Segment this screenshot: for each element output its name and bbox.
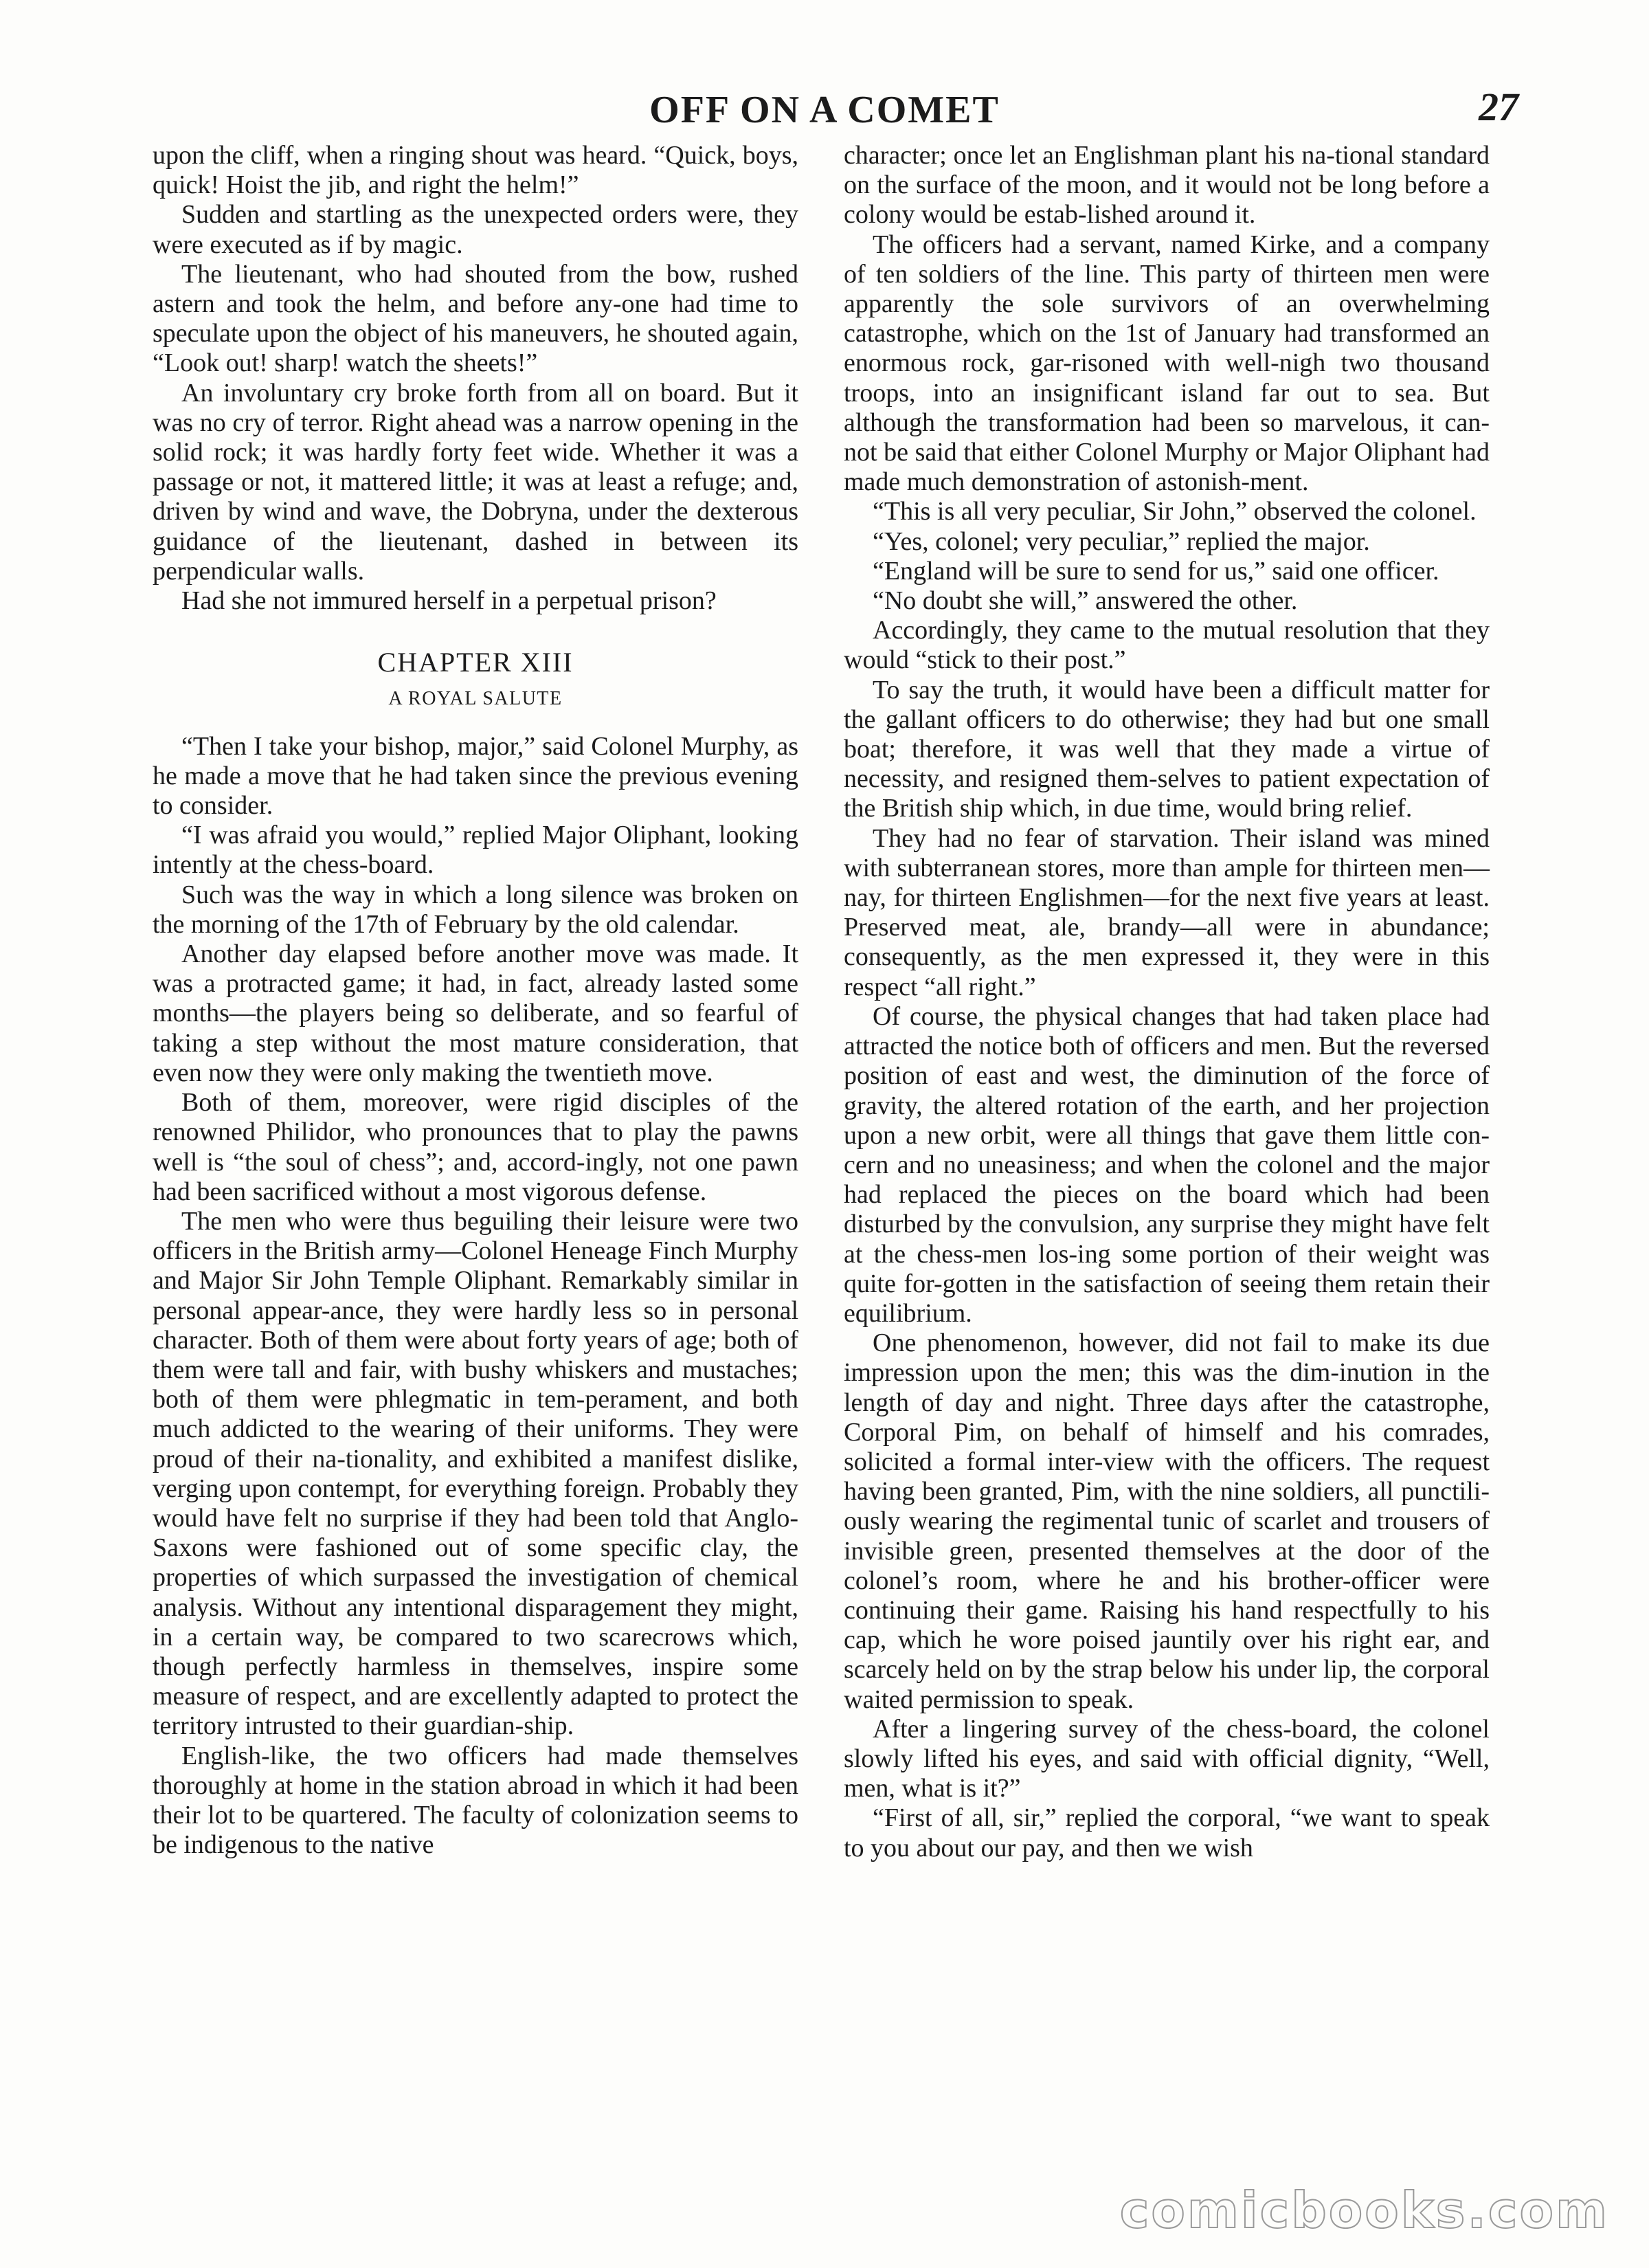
paragraph: Another day elapsed before another move was made. It was a protracted game; it had, in fact, already lasted some months—the players being so deliberate, and so fearful of taking a step without the most mature consideration, that even now they were only making the twentieth move. — [153, 940, 798, 1087]
paragraph: One phenomenon, however, did not fail to make its due impression upon the men; this was the dim-inution in the length of day and night. Three days after the catastrophe, Corporal Pim, on behalf of himself and his comrades, solicited a formal inter-view with the officers. The request having been granted, Pim, with the nine soldiers, all punctili-ously wearing the regimental tunic of scarlet and trousers of invisible green, presented themselves at the door of the colonel’s room, where he and his brother-officer were continuing their game. Raising his hand respectfully to his cap, which he wore poised jauntily over his right ear, and scarcely held on by the strap below his under lip, the corporal waited permission to speak. — [844, 1328, 1490, 1714]
paragraph: “This is all very peculiar, Sir John,” observed the colonel. — [873, 497, 1477, 526]
paragraph: Sudden and startling as the unexpected orders were, they were executed as if by magic. — [153, 200, 798, 259]
paragraph: Both of them, moreover, were rigid disciples of the renowned Philidor, who pronounces that to play the pawns well is “the soul of chess”; and, accord-ingly, not one pawn had been sacrificed without a most vigorous defense. — [153, 1088, 798, 1206]
paragraph: An involuntary cry broke forth from all on board. But it was no cry of terror. Right ahead was a narrow opening in the solid rock; it was hardly forty feet wide. Whether it was a passage or not, it mattered little; it was at least a refuge; and, driven by wind and wave, the Dobryna, under the dexterous guidance of the lieutenant, dashed in between its perpendicular walls. — [153, 378, 798, 586]
paragraph: English-like, the two officers had made themselves thoroughly at home in the station abroad in which it had been their lot to be quartered. The faculty of colonization seems to be indigenous to the native — [153, 1741, 798, 1860]
paragraph: To say the truth, it would have been a difficult matter for the gallant officers to do otherwise; they had but one small boat; therefore, it was well that they made a virtue of necessity, and resigned them-selves to patient expectation of the British ship which, in due time, would bring relief. — [844, 675, 1490, 823]
page-number: 27 — [1479, 85, 1518, 129]
chapter-title: CHAPTER XIII — [377, 647, 574, 678]
paragraph: Such was the way in which a long silence was broken on the morning of the 17th of February by the old calendar. — [153, 880, 798, 939]
paragraph: They had no fear of starvation. Their island was mined with subterranean stores, more than ample for thirteen men—nay, for thirteen Englishmen—for the next five years at least. Preserved meat, ale, brandy—all were in abundance; consequently, as the men expressed it, they were in this respect “all right.” — [844, 823, 1490, 1001]
paragraph: The men who were thus beguiling their leisure were two officers in the British army—Colonel Heneage Finch Murphy and Major Sir John Temple Oliphant. Remarkably similar in personal appear-ance, they were hardly less so in personal character. Both of them were about forty years of age; both of them were tall and fair, with bushy whiskers and mustaches; both of them were phlegmatic in tem-perament, and both much addicted to the wearing of their uniforms. They were proud of their na-tionality, and exhibited a manifest dislike, verging upon contempt, for everything foreign. Probably they would have felt no surprise if they had been told that Anglo-Saxons were fashioned out of some specific clay, the properties of which surpassed the investigation of chemical analysis. Without any intentional disparagement they might, in a certain way, be compared to two scarecrows which, though perfectly harmless in themselves, inspire some measure of respect, and are excellently adapted to protect the territory intrusted to their guardian-ship. — [153, 1206, 798, 1741]
paragraph: The officers had a servant, named Kirke, and a company of ten soldiers of the line. This party of thirteen men were apparently the sole survivors of an overwhelming catastrophe, which on the 1st of January had transformed an enormous rock, gar-risoned with well-nigh two thousand troops, into an insignificant island far out to sea. But although the transformation had been so marvelous, it can-not be said that either Colonel Murphy or Major Oliphant had made much demonstration of astonish-ment. — [844, 230, 1490, 497]
chapter-subtitle: A ROYAL SALUTE — [388, 688, 563, 710]
left-column — [153, 141, 798, 1860]
paragraph: character; once let an Englishman plant his na-tional standard on the surface of the moon, and it would not be long before a colony would be estab-lished around it. — [844, 141, 1490, 230]
running-title: OFF ON A COMET — [649, 89, 1000, 131]
paragraph: “Yes, colonel; very peculiar,” replied the major. — [873, 526, 1370, 556]
paragraph: “No doubt she will,” answered the other. — [873, 586, 1298, 616]
paragraph: After a lingering survey of the chess-board, the colonel slowly lifted his eyes, and said with official dignity, “Well, men, what is it?” — [844, 1714, 1490, 1803]
paragraph: “England will be sure to send for us,” said one officer. — [873, 556, 1439, 586]
paragraph: Accordingly, they came to the mutual resolution that they would “stick to their post.” — [844, 616, 1490, 675]
paragraph: “First of all, sir,” replied the corporal, “we want to speak to you about our pay, and then we wish — [844, 1803, 1490, 1863]
paragraph: Had she not immured herself in a perpetual prison? — [181, 586, 717, 616]
paragraph: upon the cliff, when a ringing shout was heard. “Quick, boys, quick! Hoist the jib, and right the helm!” — [153, 141, 798, 200]
paragraph: “Then I take your bishop, major,” said Colonel Murphy, as he made a move that he had taken since the previous evening to consider. — [153, 731, 798, 821]
paragraph: The lieutenant, who had shouted from the bow, rushed astern and took the helm, and before any-one had time to speculate upon the object of his maneuvers, he shouted again, “Look out! sharp! watch the sheets!” — [153, 259, 798, 378]
right-column — [844, 141, 1490, 1863]
paragraph: Of course, the physical changes that had taken place had attracted the notice both of officers and men. But the reversed position of east and west, the diminution of the force of gravity, the altered rotation of the earth, and her projection upon a new orbit, were all things that gave them little con-cern and no uneasiness; and when the colonel and the major had replaced the pieces on the board which had been disturbed by the convulsion, any surprise they might have felt at the chess-men los-ing some portion of their weight was quite for-gotten in the satisfaction of seeing them retain their equilibrium. — [844, 1001, 1490, 1328]
site-watermark: comicbooks.com — [1119, 2181, 1609, 2239]
paragraph: “I was afraid you would,” replied Major Oliphant, looking intently at the chess-board. — [153, 821, 798, 880]
